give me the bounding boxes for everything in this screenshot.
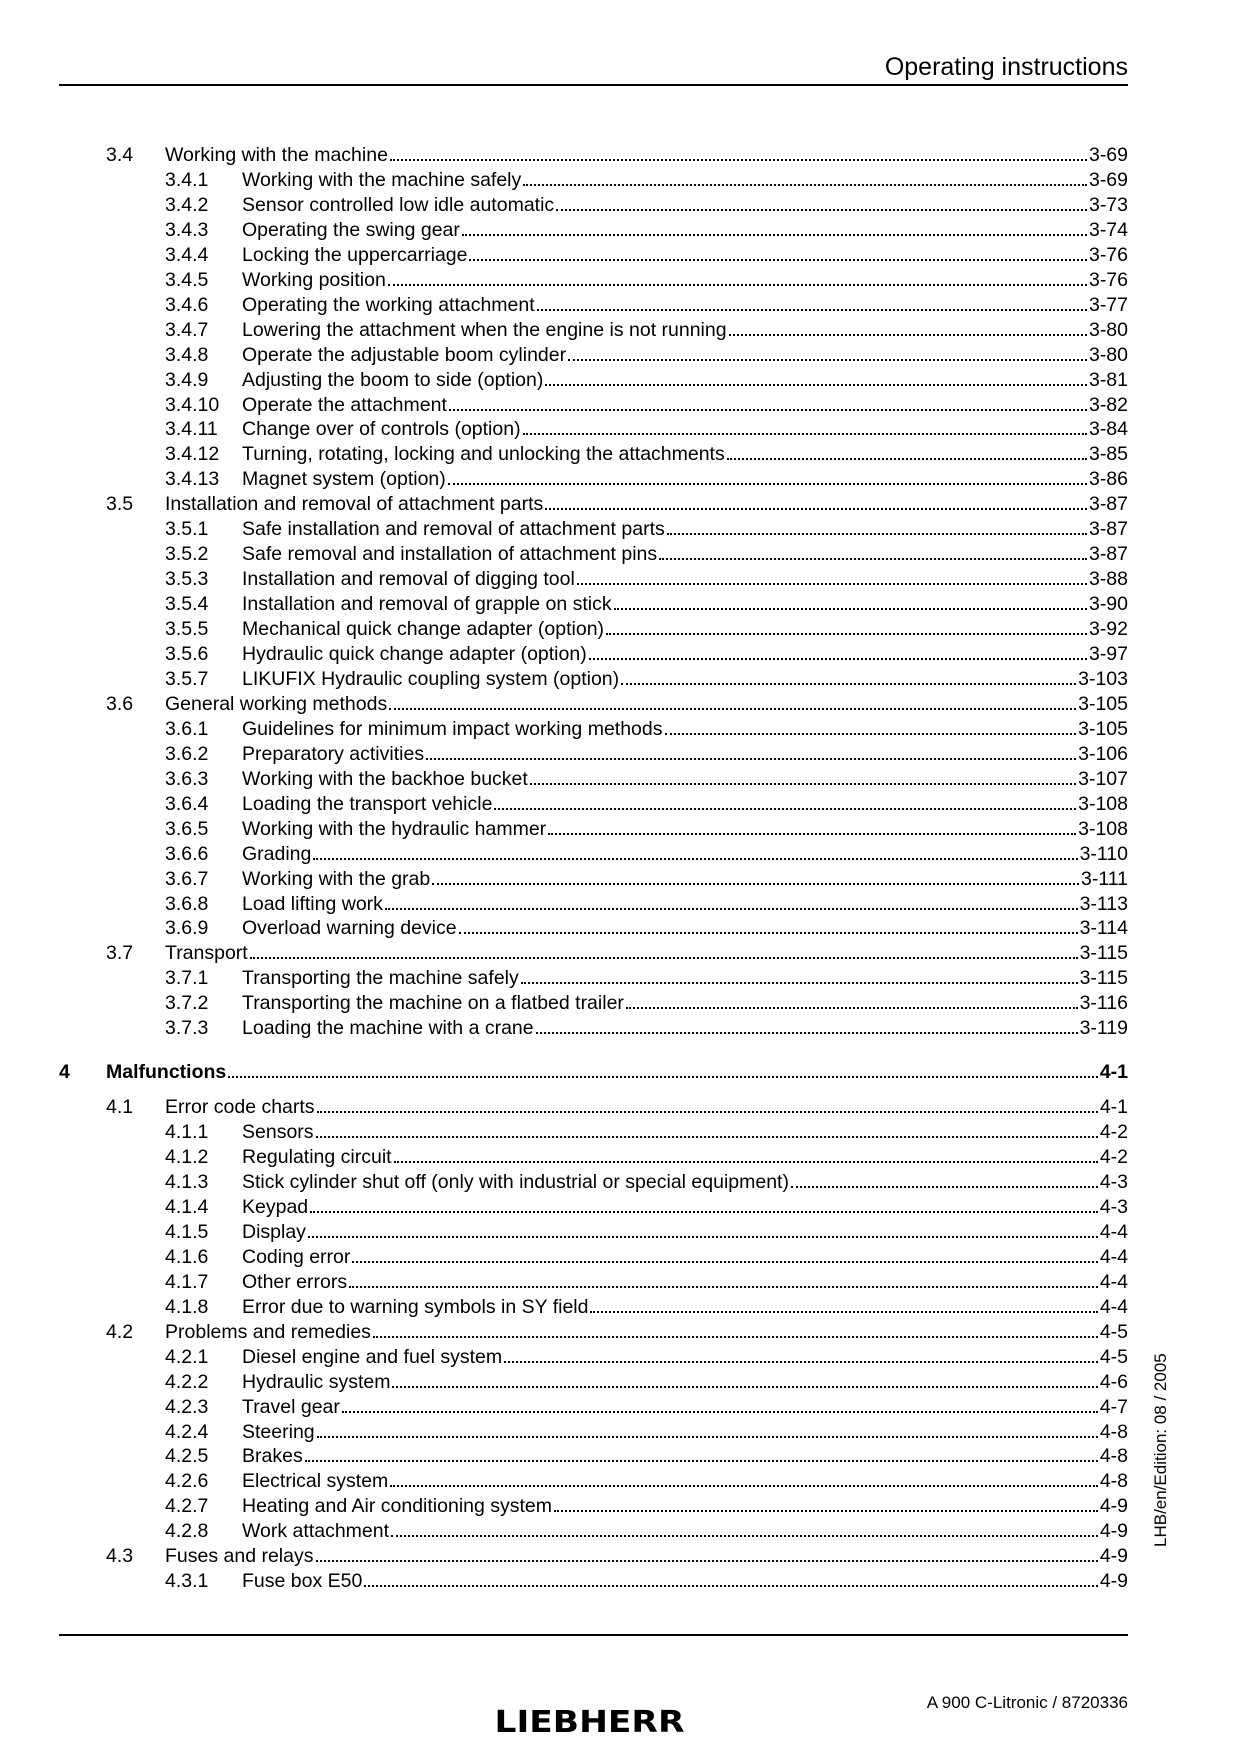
toc-entry-page: 3-86	[1088, 468, 1128, 491]
toc-entry-row[interactable]	[0, 717, 1240, 742]
toc-entry-page: 3-105	[1078, 717, 1128, 740]
toc-entry-row[interactable]	[0, 368, 1240, 393]
toc-entry-row[interactable]	[0, 193, 1240, 218]
toc-entry-number: 4.2.2	[165, 1370, 209, 1393]
toc-dot-leader	[316, 1135, 1098, 1138]
toc-entry-number: 3.4	[106, 144, 134, 166]
toc-entry-row[interactable]	[0, 1345, 1240, 1370]
toc-entry-title: Change over of controls (option)	[242, 418, 521, 441]
toc-entry-title: Loading the transport vehicle	[242, 792, 493, 815]
toc-entry-title: Working with the hydraulic hammer	[242, 817, 547, 840]
toc-entry-number: 4	[59, 1061, 70, 1084]
toc-entry-page: 4-9	[1099, 1495, 1128, 1518]
toc-entry-row[interactable]	[0, 966, 1240, 991]
toc-entry-row[interactable]	[0, 1220, 1240, 1245]
toc-entry-page: 4-9	[1099, 1520, 1128, 1543]
toc-entry-row[interactable]	[0, 742, 1240, 767]
toc-entry-page: 3-80	[1088, 343, 1128, 366]
toc-dot-leader	[308, 1235, 1098, 1238]
toc-dot-leader	[317, 1435, 1098, 1438]
toc-entry-number: 3.5.1	[165, 518, 209, 541]
toc-entry-page: 4-2	[1099, 1121, 1128, 1144]
toc-entry-row[interactable]	[0, 293, 1240, 318]
toc-entry-page: 4-9	[1099, 1545, 1128, 1568]
toc-entry-page: 3-85	[1088, 443, 1128, 466]
toc-entry-row[interactable]	[0, 592, 1240, 617]
toc-entry-row[interactable]	[0, 767, 1240, 792]
edition-label: LHB/en/Edition: 08 / 2005	[1151, 1353, 1170, 1547]
toc-entry-number: 4.1.8	[165, 1295, 209, 1318]
toc-entry-title: Installation and removal of attachment parts	[165, 493, 544, 516]
toc-entry-title: Lowering the attachment when the engine is not running	[242, 318, 727, 341]
toc-entry-row[interactable]	[0, 268, 1240, 293]
toc-entry-row[interactable]	[0, 168, 1240, 193]
toc-entry-number: 4.2.1	[165, 1345, 209, 1368]
toc-dot-leader	[545, 383, 1087, 386]
toc-chapter-row[interactable]	[0, 1060, 1240, 1085]
toc-entry-page: 3-92	[1088, 618, 1128, 641]
toc-entry-row[interactable]	[0, 1569, 1240, 1594]
toc-entry-title: Regulating circuit	[242, 1146, 392, 1169]
toc-entry-number: 3.4.7	[165, 318, 209, 341]
toc-entry-row[interactable]	[0, 1145, 1240, 1170]
toc-entry-row[interactable]	[0, 1494, 1240, 1519]
toc-entry-page: 3-87	[1088, 493, 1128, 516]
toc-dot-leader	[390, 1484, 1098, 1487]
toc-dot-leader	[352, 1260, 1097, 1263]
toc-entry-page: 3-103	[1078, 667, 1128, 690]
toc-entry-page: 3-81	[1088, 368, 1128, 391]
toc-entry-number: 3.4.4	[165, 243, 209, 266]
toc-entry-number: 3.4.13	[165, 468, 220, 491]
toc-dot-leader	[313, 857, 1077, 860]
toc-dot-leader	[554, 1509, 1098, 1512]
toc-entry-number: 4.2.6	[165, 1470, 209, 1493]
toc-entry-number: 4.2.3	[165, 1395, 209, 1418]
toc-entry-row[interactable]	[0, 567, 1240, 592]
toc-entry-page: 3-105	[1078, 692, 1128, 715]
toc-entry-number: 3.6.7	[165, 867, 209, 890]
toc-entry-title: Error code charts	[165, 1096, 315, 1119]
toc-entry-title: Safe installation and removal of attachment parts	[242, 518, 665, 541]
toc-entry-page: 4-6	[1099, 1370, 1128, 1393]
toc-entry-title: Mechanical quick change adapter (option)	[242, 618, 605, 641]
toc-dot-leader	[614, 607, 1087, 610]
toc-dot-leader	[577, 582, 1087, 585]
toc-entry-number: 4.1.4	[165, 1195, 209, 1218]
toc-entry-number: 3.5	[106, 493, 134, 516]
toc-entry-number: 3.6.5	[165, 817, 209, 840]
toc-entry-page: 3-114	[1079, 917, 1128, 940]
toc-entry-row[interactable]	[0, 393, 1240, 418]
toc-entry-page: 3-80	[1088, 318, 1128, 341]
toc-entry-title: Hydraulic system	[242, 1370, 391, 1393]
toc-entry-row[interactable]	[0, 1395, 1240, 1420]
toc-entry-row[interactable]	[0, 1016, 1240, 1041]
toc-dot-leader	[621, 682, 1076, 685]
toc-entry-page: 4-7	[1099, 1395, 1128, 1418]
toc-entry-row[interactable]	[0, 667, 1240, 692]
toc-entry-row[interactable]	[0, 1195, 1240, 1220]
toc-entry-number: 4.1.5	[165, 1220, 209, 1243]
toc-dot-leader	[667, 532, 1087, 535]
toc-entry-number: 4.1.7	[165, 1270, 209, 1293]
toc-entry-row[interactable]	[0, 642, 1240, 667]
toc-dot-leader	[545, 507, 1087, 510]
toc-dot-leader	[317, 1110, 1098, 1113]
toc-entry-title: Guidelines for minimum impact working methods	[242, 717, 663, 740]
toc-entry-number: 4.2.7	[165, 1495, 209, 1518]
liebherr-logo	[493, 1703, 686, 1737]
toc-entry-page: 4-8	[1099, 1445, 1128, 1468]
toc-entry-number: 3.6.6	[165, 842, 209, 865]
toc-entry-row[interactable]	[0, 1170, 1240, 1195]
toc-entry-page: 4-1	[1099, 1096, 1128, 1119]
toc-entry-row[interactable]	[0, 143, 1240, 168]
toc-dot-leader	[504, 1360, 1098, 1363]
toc-entry-title: Sensors	[242, 1121, 314, 1144]
toc-entry-row[interactable]	[0, 1295, 1240, 1320]
toc-entry-page: 3-87	[1088, 518, 1128, 541]
toc-entry-page: 3-111	[1081, 867, 1128, 890]
toc-entry-number: 3.6	[106, 692, 134, 715]
toc-entry-title: Preparatory activities	[242, 742, 425, 765]
toc-dot-leader	[448, 482, 1087, 485]
toc-entry-number: 3.4.12	[165, 443, 220, 466]
toc-dot-leader	[568, 358, 1087, 361]
toc-entry-title: Error due to warning symbols in SY field	[242, 1295, 589, 1318]
toc-entry-title: Malfunctions	[106, 1061, 227, 1084]
toc-dot-leader	[449, 408, 1087, 411]
toc-entry-number: 3.4.11	[165, 418, 218, 441]
toc-entry-title: Other errors	[242, 1270, 348, 1293]
toc-dot-leader	[590, 1310, 1097, 1313]
toc-entry-title: Overload warning device	[242, 917, 457, 940]
toc-entry-page: 3-76	[1088, 268, 1128, 291]
toc-entry-row[interactable]	[0, 417, 1240, 442]
toc-dot-leader	[364, 1584, 1097, 1587]
toc-dot-leader	[530, 782, 1076, 785]
toc-entry-title: Working with the grab	[242, 867, 431, 890]
toc-entry-number: 3.4.2	[165, 193, 209, 216]
toc-entry-page: 4-3	[1099, 1171, 1128, 1193]
toc-dot-leader	[462, 233, 1087, 236]
toc-entry-title: Transporting the machine on a flatbed trailer	[242, 992, 624, 1015]
toc-entry-number: 3.5.5	[165, 618, 209, 641]
toc-dot-leader	[228, 1075, 1098, 1078]
toc-entry-title: Diesel engine and fuel system	[242, 1345, 503, 1368]
toc-entry-number: 3.7.2	[165, 992, 209, 1015]
toc-entry-row[interactable]	[0, 492, 1240, 517]
toc-dot-leader	[426, 757, 1076, 760]
toc-dot-leader	[250, 956, 1078, 959]
toc-dot-leader	[556, 208, 1087, 211]
toc-dot-leader	[459, 931, 1078, 934]
toc-entry-page: 3-76	[1088, 243, 1128, 266]
toc-entry-page: 3-73	[1088, 193, 1128, 216]
toc-entry-title: Transporting the machine safely	[242, 967, 519, 990]
toc-dot-leader	[373, 1335, 1098, 1338]
toc-entry-title: Transport	[165, 942, 248, 965]
toc-entry-number: 3.6.2	[165, 742, 209, 765]
toc-entry-number: 3.4.9	[165, 368, 209, 391]
toc-entry-page: 3-90	[1088, 593, 1128, 616]
toc-dot-leader	[548, 832, 1076, 835]
toc-entry-page: 4-4	[1099, 1245, 1128, 1268]
toc-entry-row[interactable]	[0, 991, 1240, 1016]
toc-dot-leader	[349, 1285, 1098, 1288]
toc-entry-title: Fuse box E50	[242, 1570, 363, 1593]
toc-entry-title: Installation and removal of digging tool	[242, 568, 575, 591]
toc-dot-leader	[392, 1385, 1097, 1388]
toc-entry-page: 4-5	[1099, 1320, 1128, 1343]
toc-entry-row[interactable]	[0, 617, 1240, 642]
toc-entry-row[interactable]	[0, 243, 1240, 268]
page-title: Operating instructions	[884, 53, 1128, 81]
toc-entry-title: Working with the machine safely	[242, 168, 522, 191]
toc-entry-row[interactable]	[0, 517, 1240, 542]
document-id: A 900 C-Litronic / 8720336	[926, 1693, 1128, 1712]
toc-entry-page: 3-113	[1079, 892, 1128, 915]
svg-text:LIEBHERR: LIEBHERR	[494, 1705, 685, 1737]
toc-entry-row[interactable]	[0, 941, 1240, 966]
toc-entry-number: 3.4.8	[165, 343, 209, 366]
toc-entry-page: 3-107	[1078, 767, 1128, 790]
toc-entry-number: 3.6.4	[165, 792, 209, 815]
toc-entry-row[interactable]	[0, 692, 1240, 717]
toc-entry-page: 3-77	[1088, 293, 1128, 316]
toc-entry-page: 3-115	[1079, 967, 1128, 990]
toc-dot-leader	[521, 981, 1078, 984]
toc-entry-page: 4-8	[1099, 1470, 1128, 1493]
toc-entry-row[interactable]	[0, 1370, 1240, 1395]
toc-dot-leader	[432, 882, 1079, 885]
toc-entry-title: Working position	[242, 268, 386, 291]
toc-dot-leader	[729, 333, 1087, 336]
toc-dot-leader	[469, 258, 1086, 261]
toc-entry-title: Safe removal and installation of attachment pins	[242, 543, 658, 566]
toc-dot-leader	[659, 557, 1087, 560]
toc-entry-title: Steering	[242, 1420, 315, 1443]
toc-dot-leader	[523, 432, 1087, 435]
toc-entry-page: 3-97	[1088, 643, 1128, 665]
toc-entry-row[interactable]	[0, 542, 1240, 567]
toc-dot-leader	[391, 1534, 1098, 1537]
toc-entry-title: Grading	[242, 842, 312, 865]
toc-entry-row[interactable]	[0, 1095, 1240, 1120]
toc-entry-title: Magnet system (option)	[242, 468, 446, 491]
toc-entry-row[interactable]	[0, 1519, 1240, 1544]
toc-entry-title: Operating the swing gear	[242, 218, 460, 241]
toc-entry-title: Travel gear	[242, 1395, 340, 1418]
toc-dot-leader	[310, 1210, 1098, 1213]
toc-entry-page: 3-119	[1079, 1017, 1128, 1040]
toc-entry-title: Fuses and relays	[165, 1545, 314, 1568]
toc-entry-row[interactable]	[0, 842, 1240, 867]
toc-dot-leader	[523, 183, 1087, 186]
toc-entry-title: Locking the uppercarriage	[242, 243, 468, 266]
toc-dot-leader	[316, 1559, 1098, 1562]
toc-entry-page: 3-69	[1088, 144, 1128, 166]
toc-entry-title: Sensor controlled low idle automatic	[242, 193, 555, 216]
toc-entry-row[interactable]	[0, 442, 1240, 467]
toc-entry-number: 3.5.7	[165, 667, 209, 690]
toc-entry-number: 3.4.6	[165, 293, 209, 316]
toc-entry-row[interactable]	[0, 1420, 1240, 1445]
toc-entry-title: Working with the backhoe bucket	[242, 767, 528, 790]
toc-entry-number: 4.1.3	[165, 1171, 209, 1193]
toc-entry-page: 3-115	[1079, 942, 1128, 965]
footer-rule	[59, 1634, 1128, 1636]
toc-entry-page: 3-108	[1078, 792, 1128, 815]
toc-dot-leader	[589, 657, 1087, 660]
toc-dot-leader	[305, 1459, 1098, 1462]
toc-entry-page: 3-82	[1088, 393, 1128, 416]
toc-entry-title: Operating the working attachment	[242, 293, 535, 316]
toc-entry-page: 4-5	[1099, 1345, 1128, 1368]
toc-entry-page: 3-106	[1078, 742, 1128, 765]
toc-entry-row[interactable]	[0, 318, 1240, 343]
toc-entry-title: Electrical system	[242, 1470, 389, 1493]
toc-entry-row[interactable]	[0, 343, 1240, 368]
toc-dot-leader	[727, 457, 1087, 460]
toc-entry-page: 4-2	[1099, 1146, 1128, 1169]
toc-entry-title: Stick cylinder shut off (only with industrial or special equipment)	[242, 1171, 789, 1193]
toc-entry-number: 4.2.4	[165, 1420, 209, 1443]
toc-entry-row[interactable]	[0, 1444, 1240, 1469]
toc-entry-number: 3.7.1	[165, 967, 209, 990]
toc-entry-title: LIKUFIX Hydraulic coupling system (option)	[242, 667, 620, 690]
toc-entry-title: Keypad	[242, 1195, 309, 1218]
toc-entry-page: 4-4	[1099, 1220, 1128, 1243]
toc-dot-leader	[388, 283, 1087, 286]
toc-entry-row[interactable]	[0, 1544, 1240, 1569]
toc-dot-leader	[385, 907, 1078, 910]
toc-entry-page: 3-88	[1088, 568, 1128, 591]
toc-entry-row[interactable]	[0, 1469, 1240, 1494]
toc-entry-number: 4.2	[106, 1320, 134, 1343]
toc-entry-number: 4.1	[106, 1096, 134, 1119]
toc-entry-number: 3.4.1	[165, 168, 209, 191]
toc-entry-number: 4.3.1	[165, 1570, 209, 1593]
toc-entry-number: 3.5.2	[165, 543, 209, 566]
toc-entry-title: Problems and remedies	[165, 1320, 371, 1343]
toc-entry-page: 4-3	[1099, 1195, 1128, 1218]
toc-entry-number: 3.6.9	[165, 917, 209, 940]
toc-dot-leader	[791, 1185, 1098, 1188]
toc-entry-row[interactable]	[0, 1245, 1240, 1270]
toc-entry-title: Turning, rotating, locking and unlocking the attachments	[242, 443, 725, 466]
toc-entry-number: 3.5.6	[165, 643, 209, 665]
toc-entry-row[interactable]	[0, 817, 1240, 842]
toc-entry-number: 3.7	[106, 942, 134, 965]
toc-entry-row[interactable]	[0, 218, 1240, 243]
toc-entry-row[interactable]	[0, 792, 1240, 817]
toc-entry-page: 3-110	[1079, 842, 1128, 865]
toc-entry-row[interactable]	[0, 916, 1240, 941]
toc-entry-row[interactable]	[0, 1270, 1240, 1295]
toc-entry-number: 3.6.8	[165, 892, 209, 915]
toc-entry-number: 3.4.5	[165, 268, 209, 291]
toc-entry-number: 4.2.8	[165, 1520, 209, 1543]
toc-entry-title: Operate the adjustable boom cylinder	[242, 343, 567, 366]
toc-entry-number: 4.2.5	[165, 1445, 209, 1468]
toc-entry-number: 4.1.1	[165, 1121, 209, 1144]
toc-entry-page: 4-8	[1099, 1420, 1128, 1443]
toc-entry-page: 4-9	[1099, 1570, 1128, 1593]
toc-entry-title: Adjusting the boom to side (option)	[242, 368, 544, 391]
toc-entry-row[interactable]	[0, 467, 1240, 492]
toc-entry-number: 3.6.1	[165, 717, 209, 740]
toc-dot-leader	[537, 308, 1087, 311]
toc-entry-title: Working with the machine	[165, 144, 388, 166]
toc-dot-leader	[665, 732, 1077, 735]
toc-entry-page: 3-87	[1088, 543, 1128, 566]
toc-entry-title: Brakes	[242, 1445, 303, 1468]
toc-entry-number: 3.5.3	[165, 568, 209, 591]
toc-entry-number: 3.4.10	[165, 393, 220, 416]
toc-entry-row[interactable]	[0, 1320, 1240, 1345]
toc-entry-title: Hydraulic quick change adapter (option)	[242, 643, 587, 665]
toc-entry-number: 4.1.6	[165, 1245, 209, 1268]
toc-entry-number: 3.7.3	[165, 1017, 209, 1040]
toc-entry-page: 4-4	[1099, 1270, 1128, 1293]
toc-entry-page: 4-4	[1099, 1295, 1128, 1318]
toc-dot-leader	[390, 158, 1087, 161]
toc-entry-title: Display	[242, 1220, 306, 1243]
toc-entry-title: Heating and Air conditioning system	[242, 1495, 553, 1518]
toc-entry-title: Loading the machine with a crane	[242, 1017, 534, 1040]
toc-entry-page: 3-74	[1088, 218, 1128, 241]
toc-entry-title: General working methods	[165, 692, 388, 715]
toc-entry-page: 3-69	[1088, 168, 1128, 191]
toc-entry-page: 3-116	[1079, 992, 1128, 1015]
toc-entry-number: 3.4.3	[165, 218, 209, 241]
toc-entry-title: Operate the attachment	[242, 393, 447, 416]
toc-dot-leader	[389, 707, 1076, 710]
toc-entry-row[interactable]	[0, 867, 1240, 892]
toc-entry-number: 4.1.2	[165, 1146, 209, 1169]
toc-entry-title: Installation and removal of grapple on stick	[242, 593, 612, 616]
toc-entry-title: Load lifting work	[242, 892, 383, 915]
toc-entry-number: 3.5.4	[165, 593, 209, 616]
toc-dot-leader	[394, 1160, 1098, 1163]
toc-dot-leader	[536, 1031, 1078, 1034]
toc-entry-row[interactable]	[0, 892, 1240, 917]
toc-entry-number: 4.3	[106, 1545, 134, 1568]
toc-entry-page: 3-108	[1078, 817, 1128, 840]
toc-entry-page: 4-1	[1099, 1061, 1128, 1084]
toc-entry-number: 3.6.3	[165, 767, 209, 790]
toc-entry-row[interactable]	[0, 1120, 1240, 1145]
toc-dot-leader	[342, 1410, 1098, 1413]
toc-entry-title: Work attachment	[242, 1520, 390, 1543]
toc-entry-title: Coding error	[242, 1245, 351, 1268]
toc-dot-leader	[494, 807, 1076, 810]
toc-dot-leader	[606, 632, 1087, 635]
toc-entry-page: 3-84	[1088, 418, 1128, 441]
toc-dot-leader	[626, 1006, 1078, 1009]
